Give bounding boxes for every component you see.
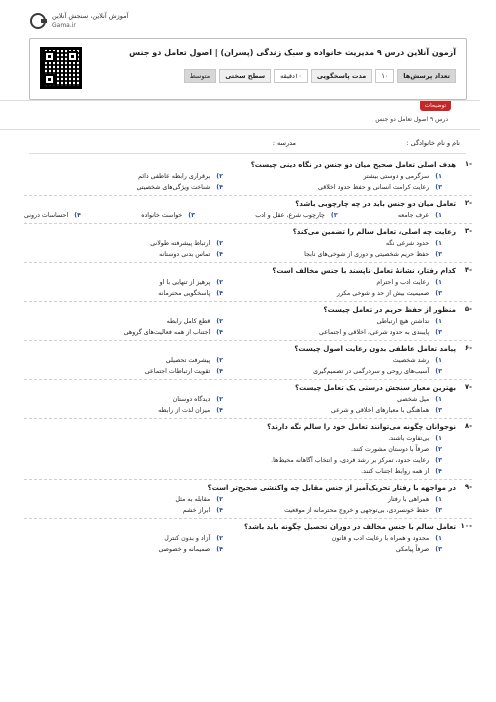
option-list	[24, 171, 442, 193]
answer-option[interactable]	[24, 494, 223, 505]
option-text: نداشتن هیچ ارتباطی	[376, 318, 430, 325]
answer-option[interactable]	[255, 210, 337, 221]
brand-name: آموزش آنلاین، سنجش آنلاین	[52, 12, 129, 20]
option-text: پایبندی به حدود شرعی، اخلاقی و اجتماعی	[319, 329, 430, 336]
answer-option[interactable]	[24, 544, 223, 555]
option-text: برقراری رابطه عاطفی دائم	[138, 173, 211, 180]
answer-option[interactable]	[243, 505, 442, 516]
question-number: -۶	[464, 344, 472, 352]
option-list	[24, 355, 442, 377]
option-number: ۳)	[435, 546, 442, 553]
option-number: ۲)	[216, 496, 223, 503]
question-divider	[24, 301, 472, 302]
answer-option[interactable]	[243, 316, 442, 327]
option-number: ۱)	[435, 396, 442, 403]
meta-label: سطح سختی	[219, 69, 271, 83]
answer-option[interactable]	[24, 171, 223, 182]
option-number: ۱)	[435, 279, 442, 286]
meta-label: مدت پاسخگویی	[311, 69, 372, 83]
student-info	[29, 137, 466, 151]
option-number: ۱)	[435, 318, 442, 325]
student-name-label: نام و نام خانوادگی :	[406, 139, 460, 147]
option-number: ۳)	[435, 329, 442, 336]
option-text: پرهیز از تنهایی با او	[159, 279, 211, 286]
divider	[29, 153, 466, 154]
answer-option[interactable]	[243, 171, 442, 182]
option-number: ۳)	[435, 184, 442, 191]
answer-option[interactable]	[24, 455, 442, 466]
question-text: در مواجهه با رفتار تحریک‌آمیز از جنس مقابل چه واکنشی صحیح‌تر است؟	[207, 484, 456, 492]
option-number: ۱)	[435, 212, 442, 219]
answer-option[interactable]	[243, 394, 442, 405]
option-text: محدود و همراه با رعایت ادب و قانون	[331, 535, 430, 542]
option-text: خواست خانواده	[141, 212, 183, 219]
answer-option[interactable]	[24, 405, 223, 416]
option-text: صمیمانه و خصوصی	[158, 546, 211, 553]
answer-option[interactable]	[24, 433, 442, 444]
question-item	[24, 383, 472, 419]
answer-option[interactable]	[243, 366, 442, 377]
question-text: بهترین معیار سنجش درستی یک تعامل چیست؟	[294, 384, 456, 392]
option-text: هماهنگی با معیارهای اخلاقی و شرعی	[330, 407, 430, 414]
meta-label: تعداد پرسش‌ها	[397, 69, 456, 83]
option-text: سرگرمی و دوستی بیشتر	[363, 173, 430, 180]
answer-option[interactable]	[24, 210, 81, 221]
option-text: پاسخگویی محترمانه	[158, 290, 211, 297]
answer-option[interactable]	[24, 505, 223, 516]
exam-header	[29, 38, 467, 100]
option-number: ۲)	[216, 173, 223, 180]
answer-option[interactable]	[243, 327, 442, 338]
question-divider	[24, 418, 472, 419]
option-text: دیدگاه دوستان	[172, 396, 211, 403]
answer-option[interactable]	[243, 355, 442, 366]
gama-logo-icon	[30, 13, 46, 29]
answer-option[interactable]	[243, 249, 442, 260]
option-number: ۱)	[435, 173, 442, 180]
answer-option[interactable]	[24, 182, 223, 193]
option-number: ۱)	[435, 240, 442, 247]
option-list	[24, 238, 442, 260]
question-divider	[24, 479, 472, 480]
option-number: ۲)	[330, 212, 338, 219]
answer-option[interactable]	[24, 277, 223, 288]
exam-title: آزمون آنلاین درس ۹ مدیریت خانواده و سبک زندگی (پسران) | اصول تعامل دو جنس	[129, 48, 456, 57]
question-number: -۸	[464, 422, 472, 430]
question-item	[24, 227, 472, 263]
exam-meta	[184, 69, 456, 83]
option-text: صرفاً پیامکی	[395, 546, 430, 553]
option-text: عرف جامعه	[397, 212, 430, 219]
question-item	[24, 483, 472, 519]
question-text: منظور از حفظ حریم در تعامل چیست؟	[323, 306, 456, 314]
question-item	[24, 422, 472, 480]
option-number: ۳)	[435, 407, 442, 414]
question-item	[24, 266, 472, 302]
option-number: ۳)	[435, 457, 442, 464]
option-number: ۴)	[216, 546, 223, 553]
option-number: ۱)	[435, 435, 442, 442]
answer-option[interactable]	[24, 444, 442, 455]
info-text: درس ۹ اصول تعامل دو جنس	[375, 116, 448, 123]
option-number: ۴)	[216, 184, 223, 191]
option-list	[24, 210, 442, 221]
option-number: ۱)	[435, 535, 442, 542]
question-item	[24, 305, 472, 341]
option-text: همراهی با رفتار	[387, 496, 430, 503]
question-divider	[24, 518, 472, 519]
question-item	[24, 199, 472, 224]
question-divider	[24, 262, 472, 263]
question-text: تعامل سالم با جنس مخالف در دوران تحصیل چگونه باید باشد؟	[243, 523, 456, 531]
question-text: نوجوانان چگونه می‌توانند تعامل خود را سالم نگه دارند؟	[267, 423, 456, 431]
option-number: ۱)	[435, 496, 442, 503]
option-list	[24, 394, 442, 416]
answer-option[interactable]	[24, 366, 223, 377]
option-text: ابراز خشم	[182, 507, 211, 514]
option-text: حفظ حریم شخصیتی و دوری از شوخی‌های نابجا	[304, 251, 430, 258]
answer-option[interactable]	[243, 533, 442, 544]
question-divider	[24, 340, 472, 341]
option-number: ۴)	[435, 468, 442, 475]
answer-option[interactable]	[24, 249, 223, 260]
answer-option[interactable]	[243, 288, 442, 299]
info-tag: توضیحات	[420, 101, 451, 111]
option-number: ۲)	[435, 446, 442, 453]
option-number: ۳)	[435, 251, 442, 258]
option-text: ارتباط پیشرفته طولانی	[150, 240, 211, 247]
option-text: میل شخصی	[397, 396, 430, 403]
school-label: مدرسه :	[272, 139, 296, 147]
option-list	[24, 494, 442, 516]
brand[interactable]	[30, 12, 128, 30]
option-text: شناخت ویژگی‌های شخصیتی	[136, 184, 211, 191]
answer-option[interactable]	[24, 327, 223, 338]
option-number: ۴)	[216, 251, 223, 258]
option-text: صمیمیت بیش از حد و شوخی مکرر	[336, 290, 430, 297]
question-number: -۲	[464, 199, 472, 207]
option-text: رعایت ادب و احترام	[376, 279, 430, 286]
option-number: ۲)	[216, 279, 223, 286]
option-list	[24, 316, 442, 338]
option-text: رعایت کرامت انسانی و حفظ حدود اخلاقی	[317, 184, 430, 191]
option-number: ۴)	[216, 507, 223, 514]
answer-option[interactable]	[243, 277, 442, 288]
option-text: احساسات درونی	[24, 212, 69, 219]
option-list	[24, 277, 442, 299]
option-text: قطع کامل رابطه	[166, 318, 211, 325]
option-list	[24, 433, 442, 477]
question-item	[24, 344, 472, 380]
option-text: تماس بدنی دوستانه	[159, 251, 211, 258]
option-text: آزاد و بدون کنترل	[164, 535, 211, 542]
question-divider	[24, 379, 472, 380]
option-text: رعایت حدود، تمرکز بر رشد فردی، و انتخاب آگاهانه محیط‌ها.	[271, 457, 430, 464]
question-text: کدام رفتار، نشانهٔ تعامل ناپسند با جنس مخالف است؟	[272, 267, 456, 275]
option-text: مقابله به مثل	[175, 496, 211, 503]
option-text: پیشرفت تحصیلی	[165, 357, 211, 364]
qr-code-icon	[40, 47, 82, 89]
option-text: تقویت ارتباطات اجتماعی	[144, 368, 211, 375]
option-text: صرفاً با دوستان مشورت کنند.	[350, 446, 430, 453]
answer-option[interactable]	[24, 238, 223, 249]
option-text: بی‌تفاوت باشند.	[388, 435, 430, 442]
answer-option[interactable]	[398, 210, 442, 221]
question-list	[24, 160, 472, 555]
option-number: ۲)	[216, 535, 223, 542]
option-text: چارچوب شرع، عقل و ادب	[255, 212, 325, 219]
question-divider	[24, 195, 472, 196]
option-number: ۳)	[435, 368, 442, 375]
question-number: -۹	[464, 483, 472, 491]
question-number: -۷	[464, 383, 472, 391]
question-text: هدف اصلی تعامل صحیح میان دو جنس در نگاه دینی چیست؟	[250, 161, 456, 169]
brand-site: Gama.ir	[52, 22, 76, 29]
option-number: ۳)	[188, 212, 195, 219]
option-number: ۴)	[216, 407, 223, 414]
option-number: ۳)	[435, 507, 442, 514]
answer-option[interactable]	[24, 394, 223, 405]
answer-option[interactable]	[243, 544, 442, 555]
question-item	[24, 160, 472, 196]
meta-value: متوسط	[184, 69, 216, 83]
option-text: اجتناب از همه فعالیت‌های گروهی	[123, 329, 211, 336]
question-text: تعامل میان دو جنس باید در چه چارچوبی باشد؟	[295, 200, 456, 208]
question-text: پیامد تعامل عاطفی بدون رعایت اصول چیست؟	[294, 345, 456, 353]
option-text: حفظ خونسردی، بی‌توجهی و خروج محترمانه از موقعیت	[284, 507, 430, 514]
option-number: ۳)	[435, 290, 442, 297]
question-number: -۳	[464, 227, 472, 235]
question-item	[24, 522, 472, 555]
meta-value: ۱۰	[375, 69, 394, 83]
option-text: آسیب‌های روحی و سردرگمی در تصمیم‌گیری	[313, 368, 430, 375]
answer-option[interactable]	[141, 210, 195, 221]
option-number: ۴)	[216, 368, 223, 375]
info-section	[0, 100, 480, 130]
answer-option[interactable]	[24, 533, 223, 544]
option-number: ۲)	[216, 318, 223, 325]
option-number: ۲)	[216, 357, 223, 364]
question-number: -۱۰	[460, 522, 472, 530]
answer-option[interactable]	[24, 355, 223, 366]
option-text: از همه روابط اجتناب کنند.	[361, 468, 430, 475]
option-text: میزان لذت از رابطه	[158, 407, 211, 414]
option-number: ۴)	[216, 329, 223, 336]
option-number: ۴)	[74, 212, 81, 219]
answer-option[interactable]	[24, 316, 223, 327]
option-number: ۲)	[216, 240, 223, 247]
option-number: ۲)	[216, 396, 223, 403]
option-number: ۱)	[435, 357, 442, 364]
question-number: -۴	[464, 266, 472, 274]
answer-option[interactable]	[24, 466, 442, 477]
option-text: حدود شرعی نگه	[385, 240, 430, 247]
question-text: رعایت چه اصلی، تعامل سالم را تضمین می‌کند؟	[292, 228, 456, 236]
option-number: ۴)	[216, 290, 223, 297]
question-number: -۵	[464, 305, 472, 313]
answer-option[interactable]	[24, 288, 223, 299]
question-number: -۱	[464, 160, 472, 168]
option-text: رشد شخصیت	[392, 357, 430, 364]
answer-option[interactable]	[243, 238, 442, 249]
answer-option[interactable]	[243, 182, 442, 193]
question-divider	[24, 223, 472, 224]
answer-option[interactable]	[243, 405, 442, 416]
meta-value: ۱۰دقیقه	[274, 69, 308, 83]
answer-option[interactable]	[243, 494, 442, 505]
option-list	[24, 533, 442, 555]
